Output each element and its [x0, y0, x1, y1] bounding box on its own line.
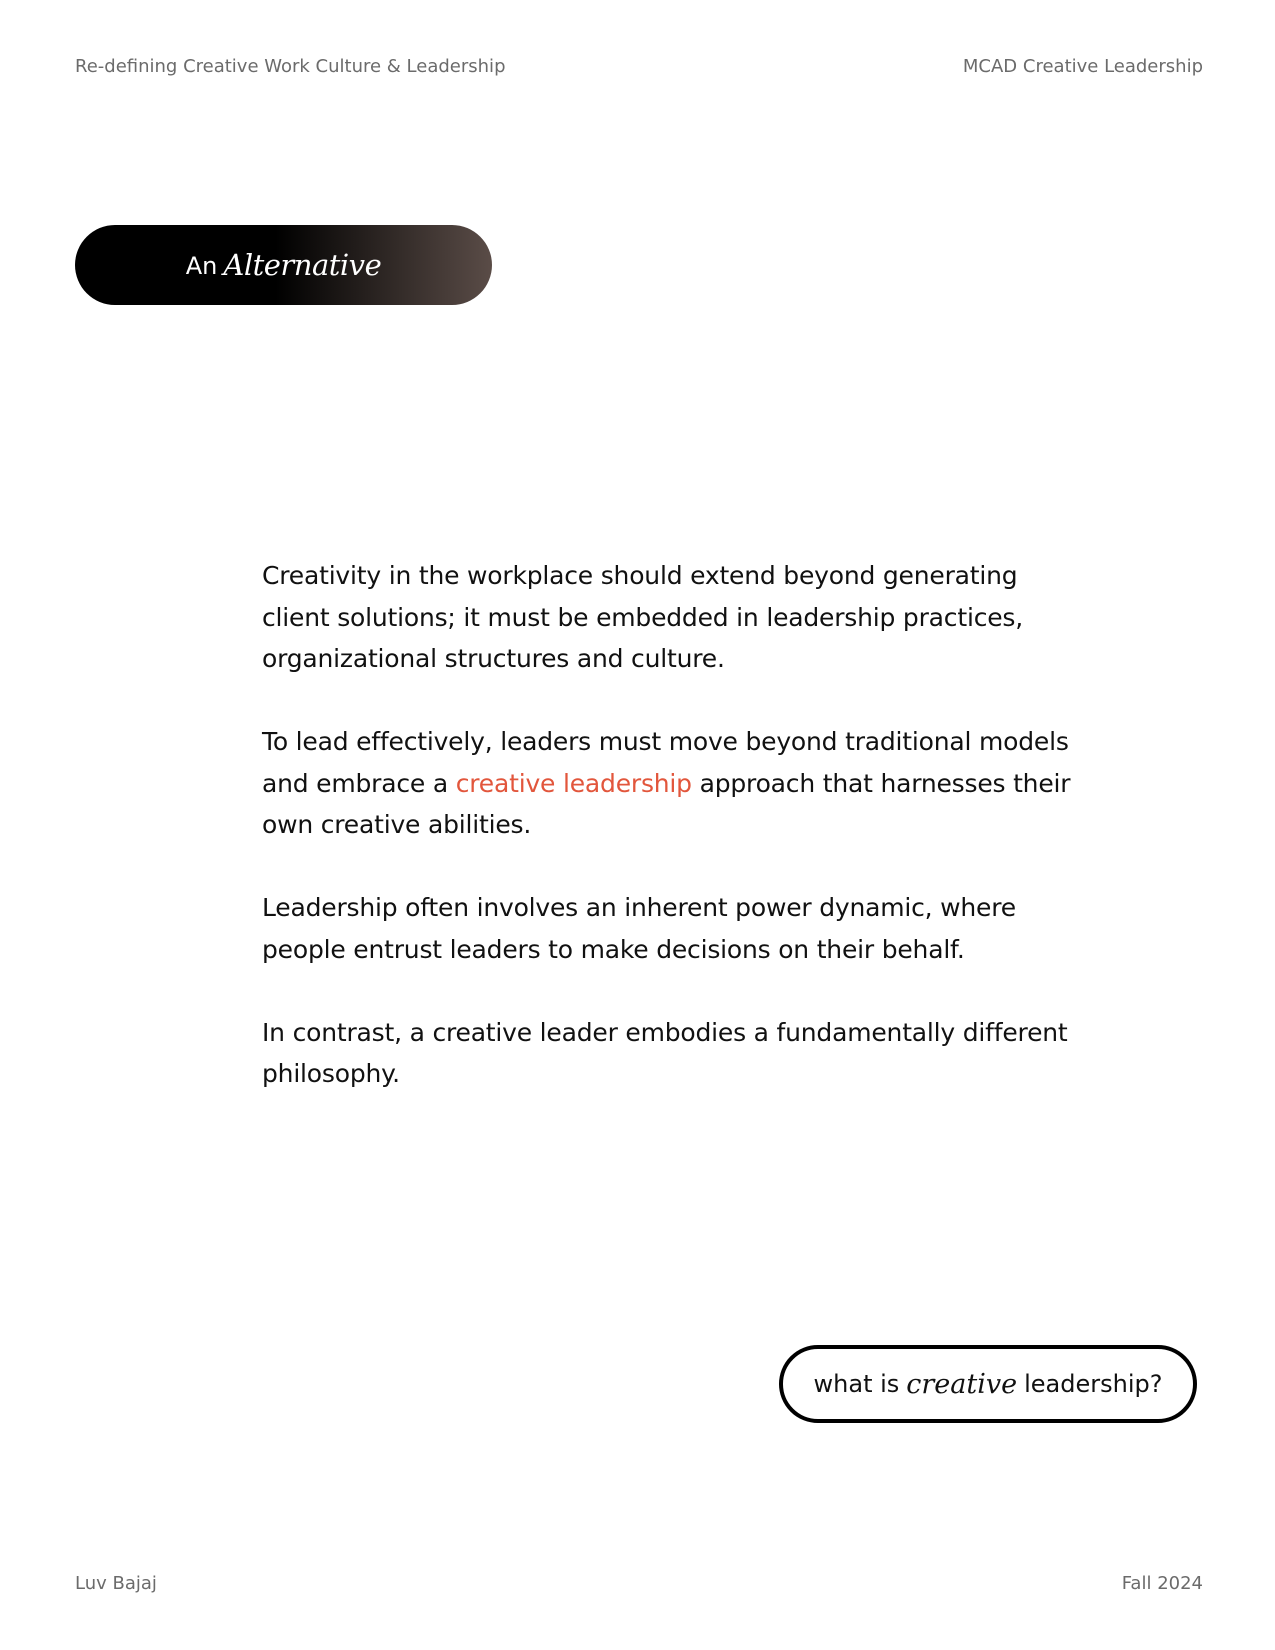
paragraph-2: [262, 721, 1092, 846]
paragraph-1: Creativity in the workplace should extend beyond generating client solutions; it must be embedded in leadership practices, organizational structures and culture.: [262, 561, 1023, 673]
paragraph-2-after: approach that harnesses their own creative abilities.: [262, 768, 1071, 839]
header-right-title: MCAD Creative Leadership: [962, 56, 1203, 77]
paragraph-4: In contrast, a creative leader embodies a fundamentally different philosophy.: [262, 1017, 1068, 1088]
highlight-creative-leadership: creative leadership: [455, 768, 692, 798]
question-emphasis: creative: [906, 1368, 1018, 1400]
question-before: what is: [813, 1370, 900, 1398]
question-after: leadership?: [1024, 1370, 1163, 1398]
section-title-pill: [75, 225, 492, 305]
paragraph-3: Leadership often involves an inherent power dynamic, where people entrust leaders to make decisions on their behalf.: [262, 893, 1016, 964]
section-title-prefix: An: [185, 252, 218, 280]
footer-date: Fall 2024: [1121, 1573, 1203, 1594]
footer-author: Luv Bajaj: [75, 1573, 157, 1594]
what-is-creative-leadership-button[interactable]: [779, 1345, 1197, 1423]
body-text: [262, 555, 1092, 1136]
header-left-title: Re-defining Creative Work Culture & Leadership: [75, 56, 506, 77]
paragraph-2-before: To lead effectively, leaders must move beyond traditional models and embrace a: [262, 727, 1069, 798]
section-title-emphasis: Alternative: [223, 248, 382, 282]
